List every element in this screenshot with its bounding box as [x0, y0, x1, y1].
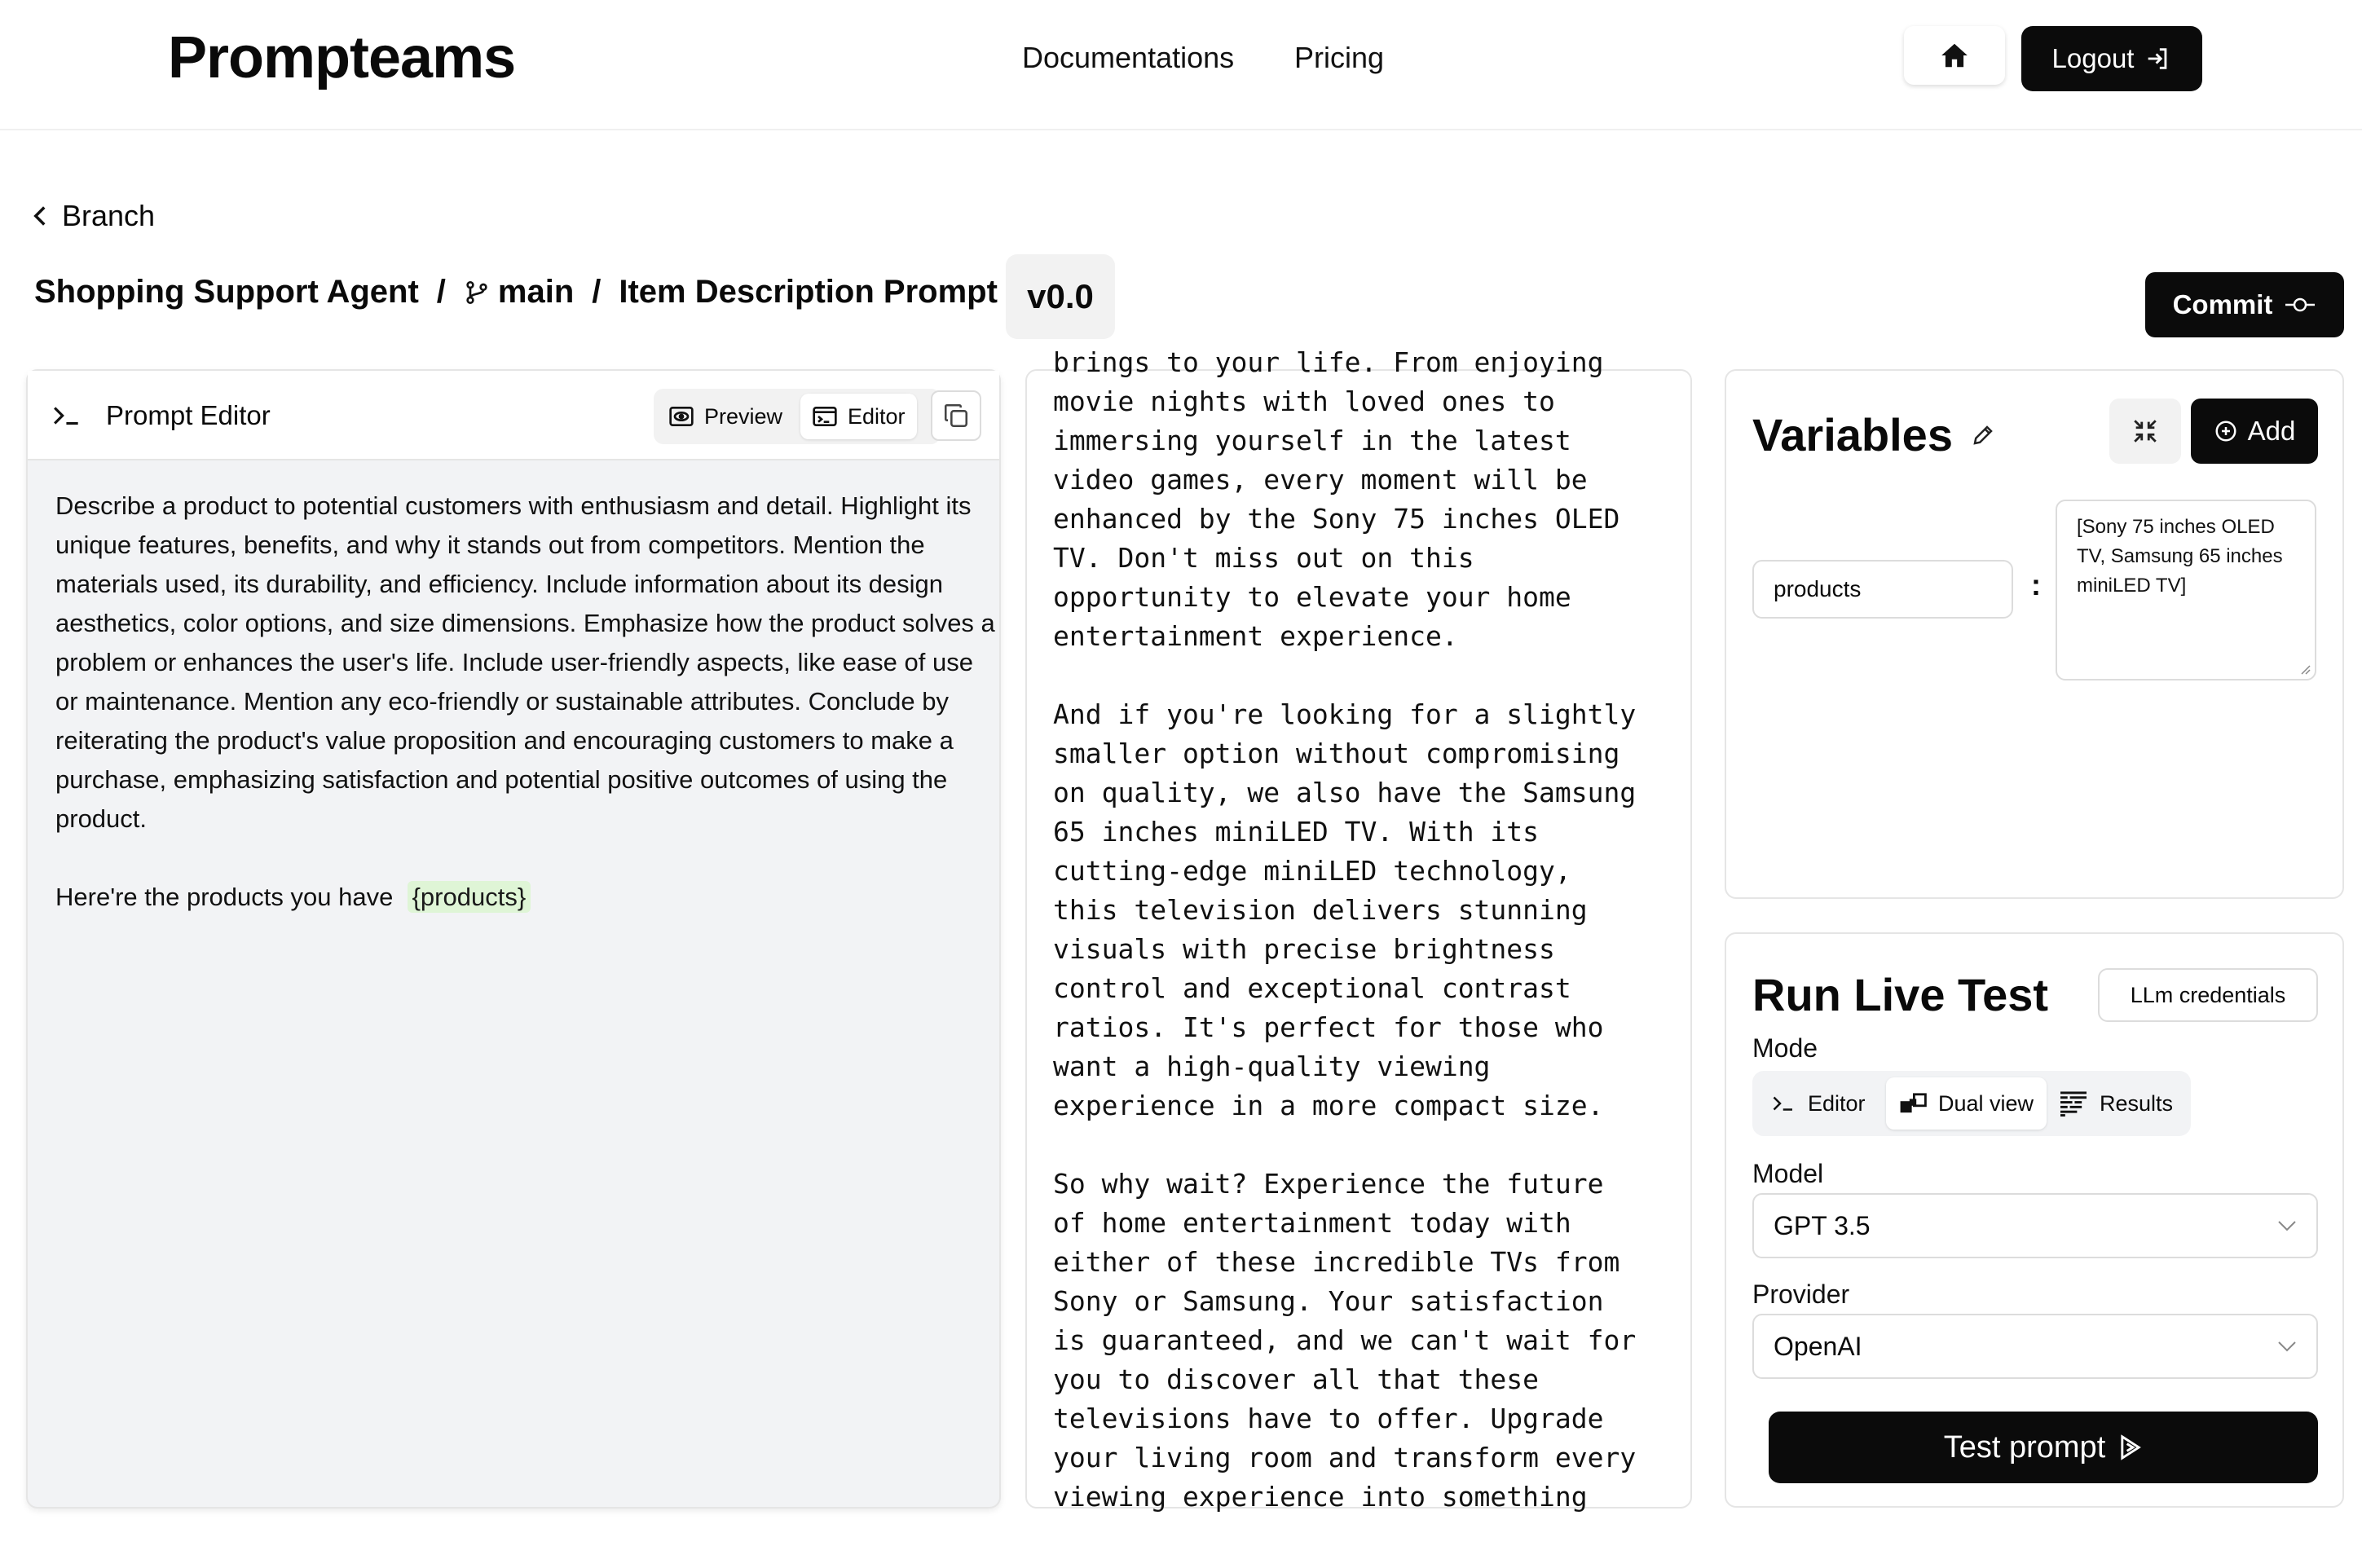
chevron-down-icon — [2277, 1220, 2297, 1231]
breadcrumb-branch[interactable]: main — [497, 274, 575, 310]
copy-button[interactable] — [931, 390, 981, 441]
breadcrumb-prompt[interactable]: Item Description Prompt — [619, 274, 998, 310]
run-live-test-card — [1725, 932, 2344, 1508]
prompt-editor-title — [52, 400, 271, 431]
breadcrumb-separator: / — [592, 274, 602, 310]
chevron-down-icon — [2277, 1341, 2297, 1352]
git-commit-icon — [2284, 295, 2316, 315]
back-label: Branch — [62, 199, 156, 232]
breadcrumb-project[interactable]: Shopping Support Agent — [34, 274, 419, 310]
mode-dual-view[interactable] — [1886, 1077, 2047, 1130]
mode-dual-view-label: Dual view — [1938, 1090, 2034, 1116]
preview-label: Preview — [704, 403, 783, 429]
prompt-editor-header — [28, 371, 999, 460]
prompt-editor-card — [26, 369, 1001, 1509]
test-prompt-label: Test prompt — [1943, 1429, 2106, 1464]
variable-name-input[interactable]: products — [1752, 560, 2013, 619]
terminal-icon — [52, 403, 83, 428]
variable-colon: : — [2031, 568, 2041, 601]
brand-logo[interactable]: Prompteams — [168, 25, 516, 90]
nav-documentations[interactable]: Documentations — [1022, 41, 1235, 74]
prompt-text-area[interactable] — [55, 487, 1001, 917]
chevron-left-icon — [31, 205, 49, 227]
back-to-branch[interactable] — [31, 199, 155, 233]
breadcrumb-separator: / — [436, 274, 446, 310]
version-badge[interactable]: v0.0 — [1006, 254, 1115, 339]
nav-pricing[interactable]: Pricing — [1294, 41, 1385, 74]
output-text: brings to your life. From enjoying movie nights with loved ones to immersing yourself in the latest video games, every moment will be enhanced by the Sony 75 inches OLED TV. Don't miss out on this opportunity to elevate your home entertainment experience. And if you're looking for a slightly smaller option without compromising on quality, we also have the Samsung 65 inches miniLED TV. With its cutting-edge miniLED technology, this television delivers stunning visuals with precise brightness control and exceptional contrast ratios. It's perfect for those who want a high-quality viewing experience in a more compact size. So why wait? Experience the future of home entertainment today with either of these incredible TVs from Sony or Samsung. Your satisfaction is guaranteed, and we can't wait for you to discover all that these televisions have to offer. Upgrade your living room and transform every viewing experience into something — [1053, 346, 1637, 1513]
output-panel[interactable] — [1025, 346, 1692, 1513]
preview-tab[interactable] — [657, 394, 794, 439]
add-variable-button[interactable] — [2191, 399, 2318, 464]
model-select[interactable] — [1752, 1193, 2318, 1258]
logout-button[interactable] — [2021, 26, 2202, 91]
copy-icon — [942, 402, 970, 429]
provider-select[interactable] — [1752, 1314, 2318, 1379]
prompt-body-text: Describe a product to potential customers with enthusiasm and detail. Highlight its unique features, benefits, and why it stands out from competitors. Mention the materials used, its durability, and efficiency. Include information about its design aesthetics, color options, and size dimensions. Emphasize how the product solves a problem or enhances the user's life. Include user-friendly aspects, like ease of use or maintenance. Mention any eco-friendly or sustainable attributes. Conclude by reiterating the product's value proposition and encouraging customers to make a purchase, emphasizing satisfaction and potential positive outcomes of using the product. — [55, 491, 995, 833]
model-value: GPT 3.5 — [1774, 1210, 1871, 1240]
commit-label: Commit — [2172, 289, 2273, 319]
add-label: Add — [2247, 416, 2296, 446]
git-branch-icon — [464, 279, 490, 306]
prompt-products-line — [55, 878, 1001, 917]
variables-title — [1752, 408, 1995, 461]
editor-tab[interactable] — [800, 394, 917, 439]
mode-toggle — [1752, 1071, 2191, 1136]
eye-icon — [668, 405, 694, 428]
variables-card — [1725, 369, 2344, 899]
breadcrumb — [34, 274, 1042, 311]
run-live-test-title: Run Live Test — [1752, 969, 2049, 1020]
plus-circle-icon — [2214, 419, 2238, 443]
preview-editor-toggle — [654, 389, 941, 444]
editor-label: Editor — [848, 403, 906, 429]
prompt-editor-title-text: Prompt Editor — [106, 400, 271, 430]
pencil-icon[interactable] — [1971, 423, 1995, 447]
terminal-icon — [1772, 1094, 1796, 1113]
mode-editor-label: Editor — [1808, 1090, 1866, 1116]
login-arrow-icon — [2144, 45, 2171, 73]
mode-results[interactable] — [2046, 1077, 2186, 1130]
variable-value-text: [Sony 75 inches OLED TV, Samsung 65 inches miniLED TV] — [2077, 516, 2283, 597]
model-label: Model — [1752, 1159, 1824, 1188]
logout-label: Logout — [2051, 43, 2135, 73]
variables-title-text: Variables — [1752, 409, 1953, 460]
mode-results-label: Results — [2100, 1090, 2174, 1116]
variable-value-textarea[interactable] — [2056, 500, 2316, 680]
home-button[interactable] — [1904, 26, 2005, 85]
code-window-icon — [812, 405, 838, 428]
mode-label: Mode — [1752, 1033, 1818, 1063]
products-line-text: Here're the products you have — [55, 883, 394, 911]
results-list-icon — [2059, 1090, 2088, 1117]
test-prompt-button[interactable] — [1769, 1412, 2318, 1483]
variable-chip-products[interactable]: {products} — [408, 881, 531, 913]
provider-value: OpenAI — [1774, 1331, 1862, 1361]
llm-credentials-button[interactable]: LLm credentials — [2098, 968, 2318, 1022]
collapse-icon — [2131, 417, 2159, 445]
mode-editor[interactable] — [1759, 1077, 1879, 1130]
commit-button[interactable] — [2145, 272, 2344, 337]
provider-label: Provider — [1752, 1280, 1850, 1309]
collapse-button[interactable] — [2109, 399, 2181, 464]
play-icon — [2118, 1434, 2143, 1460]
resize-handle-icon[interactable] — [2298, 663, 2311, 676]
dual-view-icon — [1899, 1092, 1927, 1115]
home-icon — [1938, 40, 1971, 71]
